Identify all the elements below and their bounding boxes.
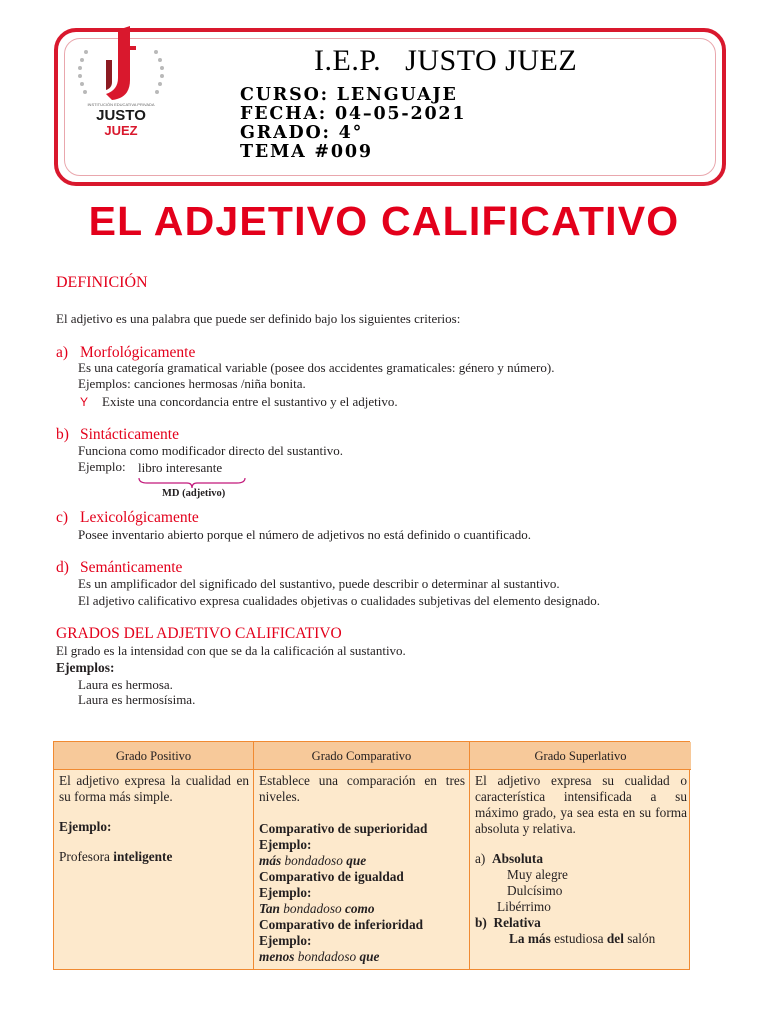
comparativo-igu-ejemplo: Ejemplo:: [259, 885, 312, 900]
topic-line: TEMA #009: [240, 142, 373, 162]
header-superlativo: Grado Superlativo: [470, 742, 691, 770]
item-d-letter: d): [56, 559, 69, 576]
comparativo-desc: Establece una comparación en tres niveles.: [259, 773, 465, 804]
item-c-letter: c): [56, 509, 69, 526]
grados-line1: El grado es la intensidad con que se da la calificación al sustantivo.: [56, 643, 406, 658]
page-title: EL ADJETIVO CALIFICATIVO: [88, 198, 680, 244]
comparativo-inf-ejemplo: Ejemplo:: [259, 933, 312, 948]
item-a-letter: a): [56, 344, 69, 361]
comparativo-sup-title: Comparativo de superioridad: [259, 821, 428, 836]
column-positivo: [54, 742, 254, 969]
grados-examples-label: Ejemplos:: [56, 660, 115, 675]
svg-text:JUSTO: JUSTO: [96, 107, 146, 124]
item-d-line2: El adjetivo calificativo expresa cualidades objetivas o cualidades subjetivas del elemento designado.: [78, 593, 600, 608]
item-a-title: Morfológicamente: [80, 344, 196, 361]
comparativo-sup-ejemplo: Ejemplo:: [259, 837, 312, 852]
md-label: MD (adjetivo): [162, 488, 226, 499]
item-a-line3: Existe una concordancia entre el sustantivo y el adjetivo.: [102, 394, 398, 409]
header-comparativo: Grado Comparativo: [254, 742, 469, 770]
item-a-line1: Es una categoría gramatical variable (posee dos accidentes gramaticales: género y número).: [78, 360, 555, 375]
superlativo-a1: Muy alegre: [507, 867, 568, 882]
superlativo-b-example: La más estudiosa del salón: [509, 931, 656, 946]
item-c-line1: Posee inventario abierto porque el número de adjetivos no está definido o cuantificado.: [78, 527, 532, 542]
bullet-icon: Y: [80, 395, 89, 409]
item-a-line2: Ejemplos: canciones hermosas /niña bonita.: [78, 376, 306, 391]
superlativo-a3: Libérrimo: [497, 899, 551, 914]
grados-example-2: Laura es hermosísima.: [78, 692, 196, 707]
item-b-line1: Funciona como modificador directo del sustantivo.: [78, 443, 343, 458]
item-b-line2: Ejemplo:: [78, 459, 126, 474]
item-b-letter: b): [56, 426, 69, 443]
grados-example-1: Laura es hermosa.: [78, 677, 173, 692]
comparativo-igu-example: Tan bondadoso como: [259, 901, 375, 916]
svg-text:JUEZ: JUEZ: [104, 123, 138, 138]
superlativo-desc: El adjetivo expresa su cualidad o característica intensificada a su máximo grado, ya sea esta en su forma absoluta y relativa.: [475, 773, 687, 836]
grade-line: GRADO: 4°: [240, 123, 364, 143]
grados-heading: GRADOS DEL ADJETIVO CALIFICATIVO: [56, 625, 342, 642]
school-name: I.E.P. JUSTO JUEZ: [314, 44, 578, 77]
comparativo-igu-title: Comparativo de igualdad: [259, 869, 404, 884]
positivo-example: Profesora inteligente: [59, 849, 173, 864]
school-logo: [66, 20, 176, 140]
date-line: FECHA: 04–05-2021: [240, 104, 467, 124]
course-line: CURSO: LENGUAJE: [240, 85, 458, 105]
item-c-title: Lexicológicamente: [80, 509, 199, 526]
column-superlativo: [470, 742, 691, 969]
comparativo-sup-example: más bondadoso que: [259, 853, 367, 868]
course-info: [240, 86, 466, 162]
item-d-title: Semánticamente: [80, 559, 183, 576]
comparativo-body: [254, 770, 469, 965]
positivo-desc: El adjetivo expresa la cualidad en su forma más simple.: [59, 773, 249, 804]
comparativo-inf-title: Comparativo de inferioridad: [259, 917, 423, 932]
superlativo-b: b) Relativa: [475, 915, 541, 930]
header-positivo: Grado Positivo: [54, 742, 253, 770]
positivo-body: [54, 770, 253, 865]
definition-intro: El adjetivo es una palabra que puede ser definido bajo los siguientes criterios:: [56, 311, 461, 326]
superlativo-body: [470, 770, 691, 947]
superlativo-a: a) Absoluta: [475, 851, 543, 866]
positivo-ejemplo-label: Ejemplo:: [59, 819, 112, 834]
grades-table: [53, 741, 690, 970]
item-d-line1: Es un amplificador del significado del sustantivo, puede describir o determinar al sustantivo.: [78, 576, 560, 591]
comparativo-inf-example: menos bondadoso que: [259, 949, 380, 964]
item-b-example: libro interesante: [138, 460, 223, 475]
item-b-title: Sintácticamente: [80, 426, 179, 443]
svg-text:INSTITUCIÓN EDUCATIVA PRIVADA: INSTITUCIÓN EDUCATIVA PRIVADA: [87, 102, 155, 107]
column-comparativo: [254, 742, 470, 969]
superlativo-a2: Dulcísimo: [507, 883, 563, 898]
definition-heading: DEFINICIÓN: [56, 274, 148, 291]
